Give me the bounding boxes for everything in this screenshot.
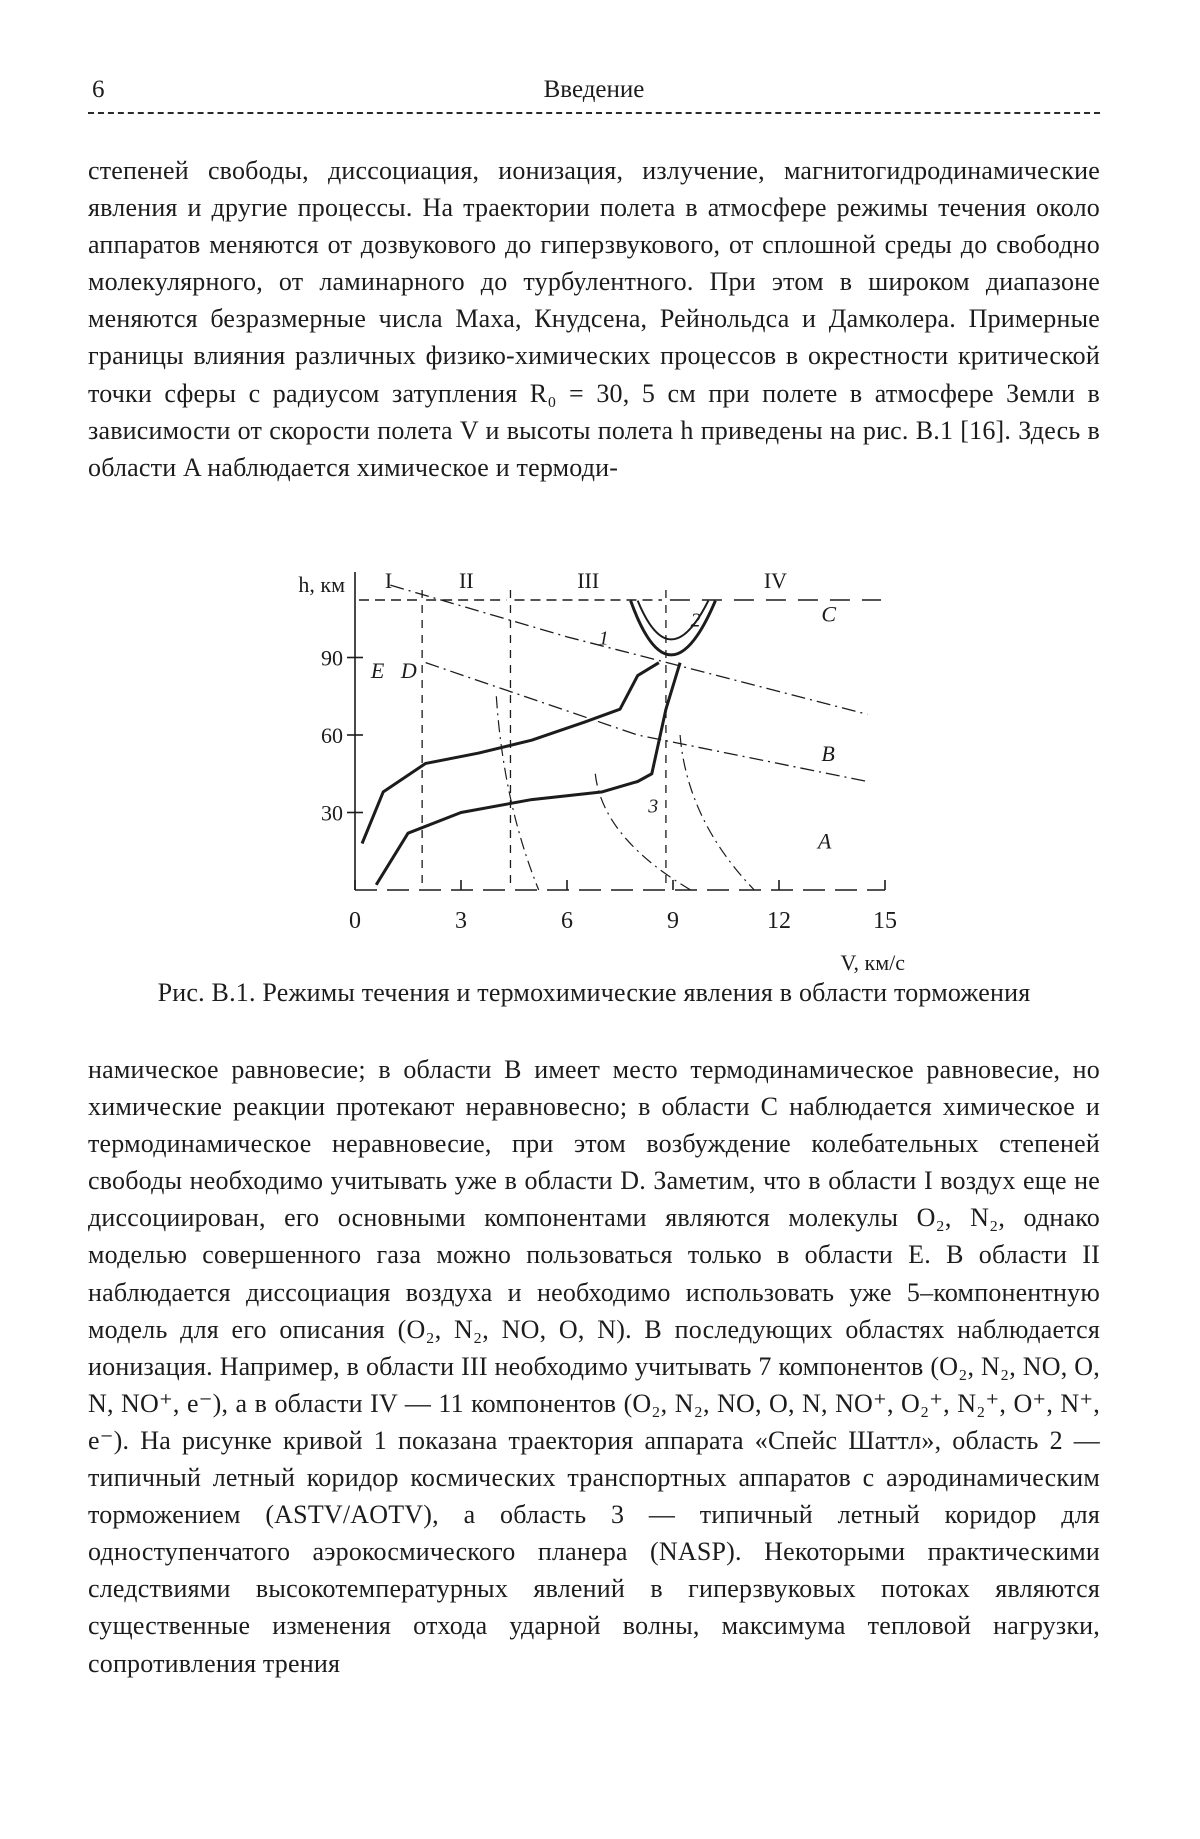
x-tick-label: 15 <box>873 908 897 934</box>
paragraph-2: намическое равновесие; в области B имеет место термодинамическое равновесие, но химические реакции протекают неравновесно; в области C наблюдается химическое и термодинамическое неравновесие, при этом возбуждение колебательных степеней свободы необходимо учитывать уже в области D. Заметим, что в области I воздух еще не диссоциирован, его основными компонентами являются молекулы O₂, N₂, однако моделью совершенного газа можно пользоваться только в области E. В области II наблюдается диссоциация воздуха и необходимо использовать уже 5–компонентную модель для его описания (O₂, N₂, NO, O, N). В последующих областях наблюдается ионизация. Например, в области III необходимо учитывать 7 компонентов (O₂, N₂, NO, O, N, NO⁺, e⁻), а в области IV — 11 компонентов (O₂, N₂, NO, O, N, NO⁺, O₂⁺, N₂⁺, O⁺, N⁺, e⁻). На рисунке кривой 1 показана траектория аппарата «Спейс Шаттл», область 2 — типичный летный коридор космических транспортных аппаратов с аэродинамическим торможением (ASTV/AOTV), а область 3 — типичный летный коридор для одноступенчатого аэрокосмического планера (NASP). Некоторыми практическими следствиями высокотемпературных явлений в гиперзвуковых потоках являются существенные изменения отхода ударной волны, максимума тепловой нагрузки, сопротивления трения <box>88 1055 1100 1678</box>
y-tick-label: 60 <box>321 723 343 748</box>
page-number: 6 <box>92 76 105 103</box>
corridor-2-outer <box>631 601 716 655</box>
region-label: IV <box>763 568 788 593</box>
area-label: B <box>821 740 835 766</box>
region-label: I <box>384 568 393 593</box>
paragraph-1: степеней свободы, диссоциация, ионизация, излучение, магнитогидродинамические явления и другие процессы. На траектории полета в атмосфере режимы течения около аппаратов меняются от дозвукового до гиперзвукового, от сплошной среды до свободно молекулярного, от ламинарного до турбулентного. При этом в широком диапазоне меняются безразмерные числа Маха, Кнудсена, Рейнольдса и Дамколера. Примерные границы влияния различных физико-химических процессов в окрестности критической точки сферы с радиусом затупления R₀ = 30, 5 см при полете в атмосфере Земли в зависимости от скорости полета V и высоты полета h приведены на рис. В.1 [16]. Здесь в области A наблюдается химическое и термоди- <box>88 156 1100 482</box>
regime-chart <box>280 560 940 990</box>
x-tick-label: 12 <box>767 908 791 934</box>
boundary-curve <box>680 735 754 890</box>
page-header <box>88 72 1100 114</box>
curve-label: 1 <box>598 627 609 650</box>
curve-label: 3 <box>648 795 659 818</box>
x-axis-title: V, км/с <box>840 950 905 975</box>
area-boundary-line <box>426 663 868 782</box>
region-label: II <box>458 568 474 593</box>
area-label: A <box>817 828 832 854</box>
area-label: E <box>370 658 385 684</box>
area-label: C <box>821 601 837 627</box>
y-axis-title: h, км <box>298 572 345 597</box>
figure-caption: Рис. В.1. Режимы течения и термохимические явления в области торможения <box>157 978 1031 1007</box>
x-tick-label: 0 <box>349 908 361 934</box>
x-tick-label: 6 <box>561 908 573 934</box>
figure-b1 <box>280 560 940 990</box>
running-head: Введение <box>543 76 645 103</box>
boundary-curve <box>496 696 538 890</box>
y-tick-label: 90 <box>321 645 343 671</box>
x-tick-label: 3 <box>455 908 467 934</box>
curve-label: 2 <box>690 609 701 632</box>
area-label: D <box>400 658 417 684</box>
x-tick-label: 9 <box>667 908 679 934</box>
region-label: III <box>577 568 600 593</box>
y-tick-label: 30 <box>321 800 343 826</box>
